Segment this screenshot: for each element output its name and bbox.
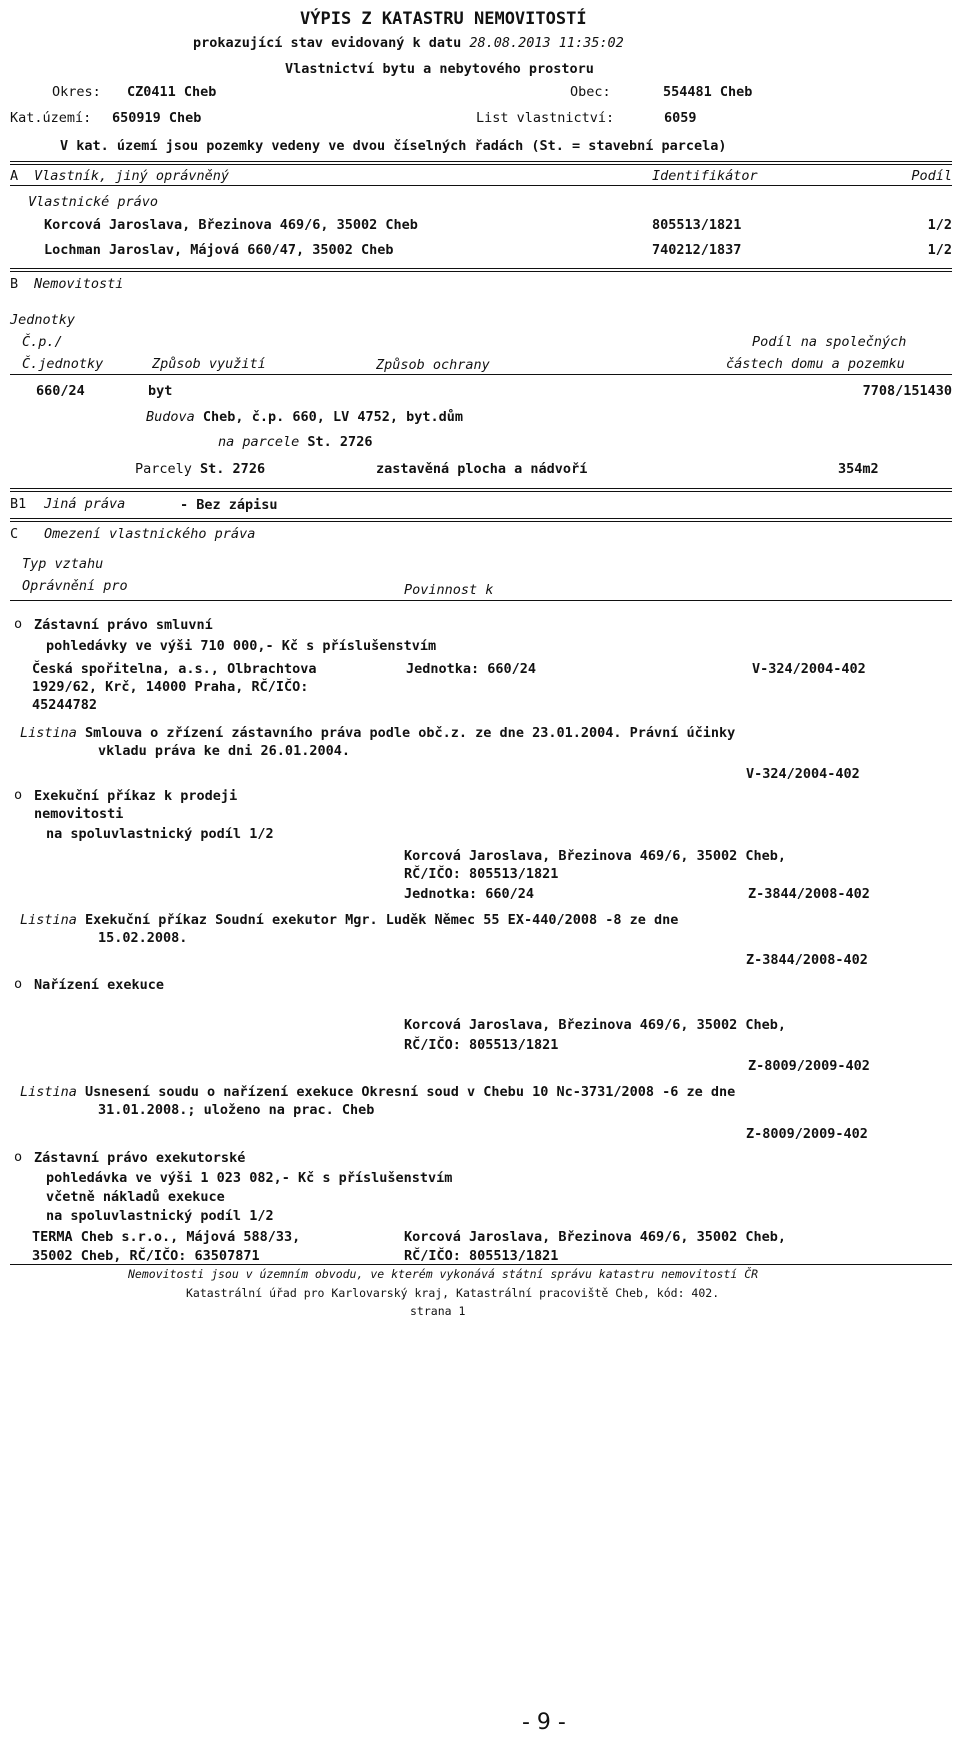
entry-4-obligation-2: RČ/IČO: 805513/1821	[404, 1248, 559, 1264]
footer-page-label: strana 1	[410, 1304, 466, 1318]
divider-c	[10, 518, 952, 522]
document-title: VÝPIS Z KATASTRU NEMOVITOSTÍ	[300, 9, 587, 29]
list-value: 6059	[664, 110, 697, 126]
section-a-title: Vlastník, jiný oprávněný	[34, 168, 230, 184]
listina-label: Listina	[20, 1084, 77, 1100]
owner-2-name: Lochman Jaroslav, Májová 660/47, 35002 Cheb	[44, 242, 394, 258]
divider-a	[10, 161, 952, 165]
on-parcel-label: na parcele	[218, 434, 300, 450]
unit-use: byt	[148, 383, 173, 399]
entry-1-ref: V-324/2004-402	[752, 661, 866, 677]
entry-4-detail-3: na spoluvlastnický podíl 1/2	[46, 1208, 274, 1224]
divider-units	[10, 374, 952, 375]
section-b-label: B	[10, 276, 19, 292]
ownership-right-label: Vlastnické právo	[28, 194, 159, 210]
bullet-2: o	[14, 787, 23, 803]
on-parcel-value: St. 2726	[307, 434, 373, 450]
section-b1-label: B1	[10, 496, 27, 512]
entry-2-obligation-2: RČ/IČO: 805513/1821	[404, 866, 559, 882]
entry-1-creditor-1: Česká spořitelna, a.s., Olbrachtova	[32, 661, 317, 677]
owner-2-share: 1/2	[927, 242, 952, 258]
entry-2-obligation-3: Jednotka: 660/24	[404, 886, 535, 902]
okres-value: CZ0411 Cheb	[127, 84, 217, 100]
entry-2-obligation-1: Korcová Jaroslava, Březinova 469/6, 35002 Cheb,	[404, 848, 787, 864]
col-common-share-2: částech domu a pozemku	[726, 356, 905, 372]
ownership-type: Vlastnictví bytu a nebytového prostoru	[285, 61, 594, 77]
subtitle	[193, 35, 624, 51]
entry-4-title: Zástavní právo exekutorské	[34, 1150, 246, 1166]
listina-label: Listina	[20, 725, 77, 741]
entry-3-doc-2: 31.01.2008.; uloženo na prac. Cheb	[98, 1102, 375, 1118]
page-number: - 9 -	[522, 1710, 566, 1735]
section-b1-title: Jiná práva	[44, 496, 126, 512]
bullet-1: o	[14, 616, 23, 632]
entry-1-detail: pohledávky ve výši 710 000,- Kč s příslušenstvím	[46, 638, 437, 654]
entry-4-creditor-2: 35002 Cheb, RČ/IČO: 63507871	[32, 1248, 260, 1264]
snapshot-date: 28.08.2013 11:35:02	[469, 35, 624, 51]
entry-2-title-1: Exekuční příkaz k prodeji	[34, 788, 238, 804]
owner-1-name: Korcová Jaroslava, Březinova 469/6, 35002 Cheb	[44, 217, 418, 233]
entry-3-doc-row	[20, 1084, 735, 1100]
divider-b	[10, 268, 952, 272]
unit-share: 7708/151430	[862, 383, 952, 399]
list-label: List vlastnictví:	[476, 110, 615, 126]
col-common-share-1: Podíl na společných	[752, 334, 907, 350]
entry-1-doc-1: Smlouva o zřízení zástavního práva podle obč.z. ze dne 23.01.2004. Právní účinky	[85, 725, 736, 741]
entry-1-creditor-3: 45244782	[32, 697, 98, 713]
parcel-value: St. 2726	[200, 461, 266, 477]
okres-label: Okres:	[52, 84, 101, 100]
entry-3-obligation-1: Korcová Jaroslava, Březinova 469/6, 35002 Cheb,	[404, 1017, 787, 1033]
entry-1-doc-2: vkladu práva ke dni 26.01.2004.	[98, 743, 350, 759]
divider-b1	[10, 488, 952, 492]
parcel-area: 354m2	[838, 461, 879, 477]
entry-3-ref: Z-8009/2009-402	[748, 1058, 870, 1074]
owner-1-share: 1/2	[927, 217, 952, 233]
section-a-label: A	[10, 168, 19, 184]
footer-divider	[10, 1264, 952, 1265]
katuzemi-value: 650919 Cheb	[112, 110, 202, 126]
entry-4-detail-1: pohledávka ve výši 1 023 082,- Kč s příslušenstvím	[46, 1170, 453, 1186]
entry-1-obligation: Jednotka: 660/24	[406, 661, 537, 677]
entry-1-creditor-2: 1929/62, Krč, 14000 Praha, RČ/IČO:	[32, 679, 309, 695]
entry-2-doc-1: Exekuční příkaz Soudní exekutor Mgr. Luděk Němec 55 EX-440/2008 -8 ze dne	[85, 912, 679, 928]
entry-1-doc-row	[20, 725, 735, 741]
section-b1-value: - Bez zápisu	[180, 497, 278, 513]
col-use: Způsob využití	[152, 356, 266, 372]
entry-3-obligation-2: RČ/IČO: 805513/1821	[404, 1037, 559, 1053]
entry-2-doc-ref: Z-3844/2008-402	[746, 952, 868, 968]
listina-label: Listina	[20, 912, 77, 928]
entry-3-title: Nařízení exekuce	[34, 977, 165, 993]
parcels-row	[135, 461, 265, 477]
type-label: Typ vztahu	[22, 556, 104, 572]
section-b-title: Nemovitosti	[34, 276, 124, 292]
footer-line-2: Katastrální úřad pro Karlovarský kraj, Katastrální pracoviště Cheb, kód: 402.	[186, 1286, 720, 1300]
col-unit: Č.jednotky	[22, 356, 104, 372]
bullet-4: o	[14, 1149, 23, 1165]
divider-a-sub	[10, 185, 952, 186]
col-protection: Způsob ochrany	[376, 357, 490, 373]
entry-2-doc-row	[20, 912, 678, 928]
subtitle-prefix: prokazující stav evidovaný k datu	[193, 35, 462, 51]
bullet-3: o	[14, 976, 23, 992]
entry-1-doc-ref: V-324/2004-402	[746, 766, 860, 782]
owner-2-id: 740212/1837	[652, 242, 742, 258]
footer-line-1: Nemovitosti jsou v územním obvodu, ve kterém vykonává státní správu katastru nemovitostí ČR	[128, 1267, 759, 1281]
divider-c-sub	[10, 600, 952, 601]
entry-2-title-2: nemovitosti	[34, 806, 124, 822]
parcels-label: Parcely	[135, 461, 192, 477]
entry-4-obligation-1: Korcová Jaroslava, Březinova 469/6, 35002 Cheb,	[404, 1229, 787, 1245]
section-c-title: Omezení vlastnického práva	[44, 526, 256, 542]
units-label: Jednotky	[10, 312, 76, 328]
entry-2-title-3: na spoluvlastnický podíl 1/2	[46, 826, 274, 842]
col-identifier: Identifikátor	[652, 168, 758, 184]
building-value: Cheb, č.p. 660, LV 4752, byt.dům	[202, 409, 464, 425]
parcel-note: V kat. území jsou pozemky vedeny ve dvou číselných řadách (St. = stavební parcela)	[60, 138, 727, 154]
entry-4-creditor-1: TERMA Cheb s.r.o., Májová 588/33,	[32, 1229, 301, 1245]
building-label: Budova	[146, 409, 195, 425]
obec-label: Obec:	[570, 84, 611, 100]
entry-2-doc-2: 15.02.2008.	[98, 930, 188, 946]
obec-value: 554481 Cheb	[663, 84, 753, 100]
entry-3-doc-1: Usnesení soudu o nařízení exekuce Okresní soud v Chebu 10 Nc-3731/2008 -6 ze dne	[85, 1084, 736, 1100]
owner-1-id: 805513/1821	[652, 217, 742, 233]
obligation-label: Povinnost k	[404, 582, 494, 598]
col-share: Podíl	[911, 168, 952, 184]
on-parcel-row	[218, 434, 372, 450]
entry-2-ref: Z-3844/2008-402	[748, 886, 870, 902]
entry-4-detail-2: včetně nákladů exekuce	[46, 1189, 225, 1205]
entry-3-doc-ref: Z-8009/2009-402	[746, 1126, 868, 1142]
katuzemi-label: Kat.území:	[10, 110, 92, 126]
parcel-type: zastavěná plocha a nádvoří	[376, 461, 588, 477]
unit-number: 660/24	[36, 383, 85, 399]
building-row	[146, 409, 463, 425]
entitled-label: Oprávnění pro	[22, 578, 128, 594]
entry-1-title: Zástavní právo smluvní	[34, 617, 213, 633]
section-c-label: C	[10, 526, 19, 542]
col-cp: Č.p./	[22, 334, 63, 350]
